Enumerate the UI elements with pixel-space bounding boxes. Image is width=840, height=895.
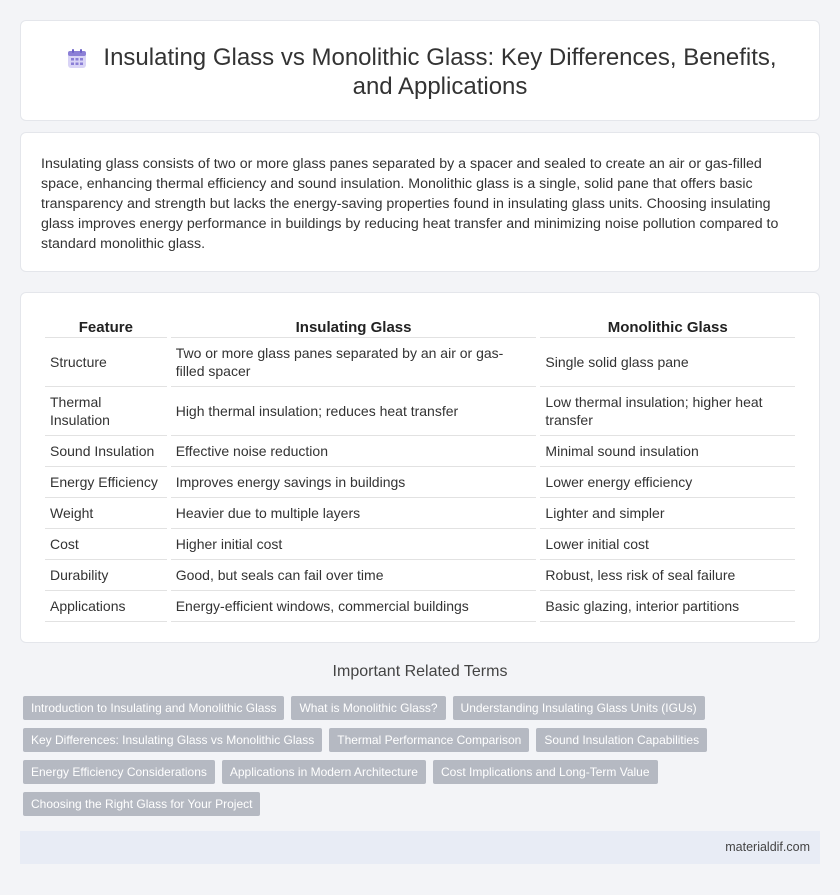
- table-row: [45, 498, 795, 529]
- monolithic-cell: Minimal sound insulation: [540, 436, 795, 467]
- comparison-table: [41, 315, 799, 622]
- feature-cell: Applications: [45, 591, 167, 622]
- related-term-tag[interactable]: Energy Efficiency Considerations: [23, 760, 215, 784]
- related-terms-list: [23, 696, 813, 824]
- intro-paragraph: Insulating glass consists of two or more glass panes separated by a spacer and sealed to create an air or gas-filled space, enhancing thermal efficiency and sound insulation. Monolithic glass is a single, solid pane that offers basic transparency and strength but lacks the energy-saving properties found in insulating glass units. Choosing insulating glass improves energy performance in buildings by reducing heat transfer and minimizing noise pollution compared to standard monolithic glass.: [41, 156, 779, 252]
- monolithic-cell: Basic glazing, interior partitions: [540, 591, 795, 622]
- monolithic-cell: Robust, less risk of seal failure: [540, 560, 795, 591]
- feature-cell: Structure: [45, 338, 167, 387]
- related-term-tag[interactable]: Choosing the Right Glass for Your Project: [23, 792, 260, 816]
- insulating-cell: High thermal insulation; reduces heat transfer: [171, 387, 537, 436]
- table-row: [45, 387, 795, 436]
- related-terms-heading: Important Related Terms: [332, 663, 508, 680]
- feature-cell: Cost: [45, 529, 167, 560]
- comparison-card: [20, 292, 820, 643]
- feature-cell: Durability: [45, 560, 167, 591]
- table-row: [45, 560, 795, 591]
- related-term-tag[interactable]: Sound Insulation Capabilities: [536, 728, 707, 752]
- monolithic-cell: Lighter and simpler: [540, 498, 795, 529]
- feature-cell: Sound Insulation: [45, 436, 167, 467]
- intro-card: [20, 132, 820, 272]
- page-title: Insulating Glass vs Monolithic Glass: Key Differences, Benefits, and Applications: [103, 44, 777, 100]
- insulating-cell: Two or more glass panes separated by an air or gas-filled spacer: [171, 338, 537, 387]
- related-term-tag[interactable]: Key Differences: Insulating Glass vs Monolithic Glass: [23, 728, 322, 752]
- insulating-cell: Energy-efficient windows, commercial buildings: [171, 591, 537, 622]
- table-header-row: [45, 315, 795, 338]
- site-name[interactable]: materialdif.com: [725, 840, 810, 854]
- monolithic-cell: Lower initial cost: [540, 529, 795, 560]
- column-header-monolithic: Monolithic Glass: [540, 315, 795, 338]
- table-row: [45, 436, 795, 467]
- related-term-tag[interactable]: What is Monolithic Glass?: [291, 696, 445, 720]
- title-card: [20, 20, 820, 121]
- insulating-cell: Effective noise reduction: [171, 436, 537, 467]
- footer: [20, 831, 820, 864]
- feature-cell: Energy Efficiency: [45, 467, 167, 498]
- insulating-cell: Improves energy savings in buildings: [171, 467, 537, 498]
- column-header-feature: Feature: [45, 315, 167, 338]
- table-row: [45, 467, 795, 498]
- feature-cell: Weight: [45, 498, 167, 529]
- related-term-tag[interactable]: Introduction to Insulating and Monolithic Glass: [23, 696, 284, 720]
- table-row: [45, 529, 795, 560]
- column-header-insulating: Insulating Glass: [171, 315, 537, 338]
- related-term-tag[interactable]: Thermal Performance Comparison: [329, 728, 529, 752]
- insulating-cell: Heavier due to multiple layers: [171, 498, 537, 529]
- related-term-tag[interactable]: Cost Implications and Long-Term Value: [433, 760, 658, 784]
- insulating-cell: Good, but seals can fail over time: [171, 560, 537, 591]
- table-row: [45, 338, 795, 387]
- insulating-cell: Higher initial cost: [171, 529, 537, 560]
- monolithic-cell: Low thermal insulation; higher heat transfer: [540, 387, 795, 436]
- related-term-tag[interactable]: Understanding Insulating Glass Units (IGUs): [453, 696, 705, 720]
- monolithic-cell: Single solid glass pane: [540, 338, 795, 387]
- table-row: [45, 591, 795, 622]
- related-term-tag[interactable]: Applications in Modern Architecture: [222, 760, 426, 784]
- feature-cell: Thermal Insulation: [45, 387, 167, 436]
- monolithic-cell: Lower energy efficiency: [540, 467, 795, 498]
